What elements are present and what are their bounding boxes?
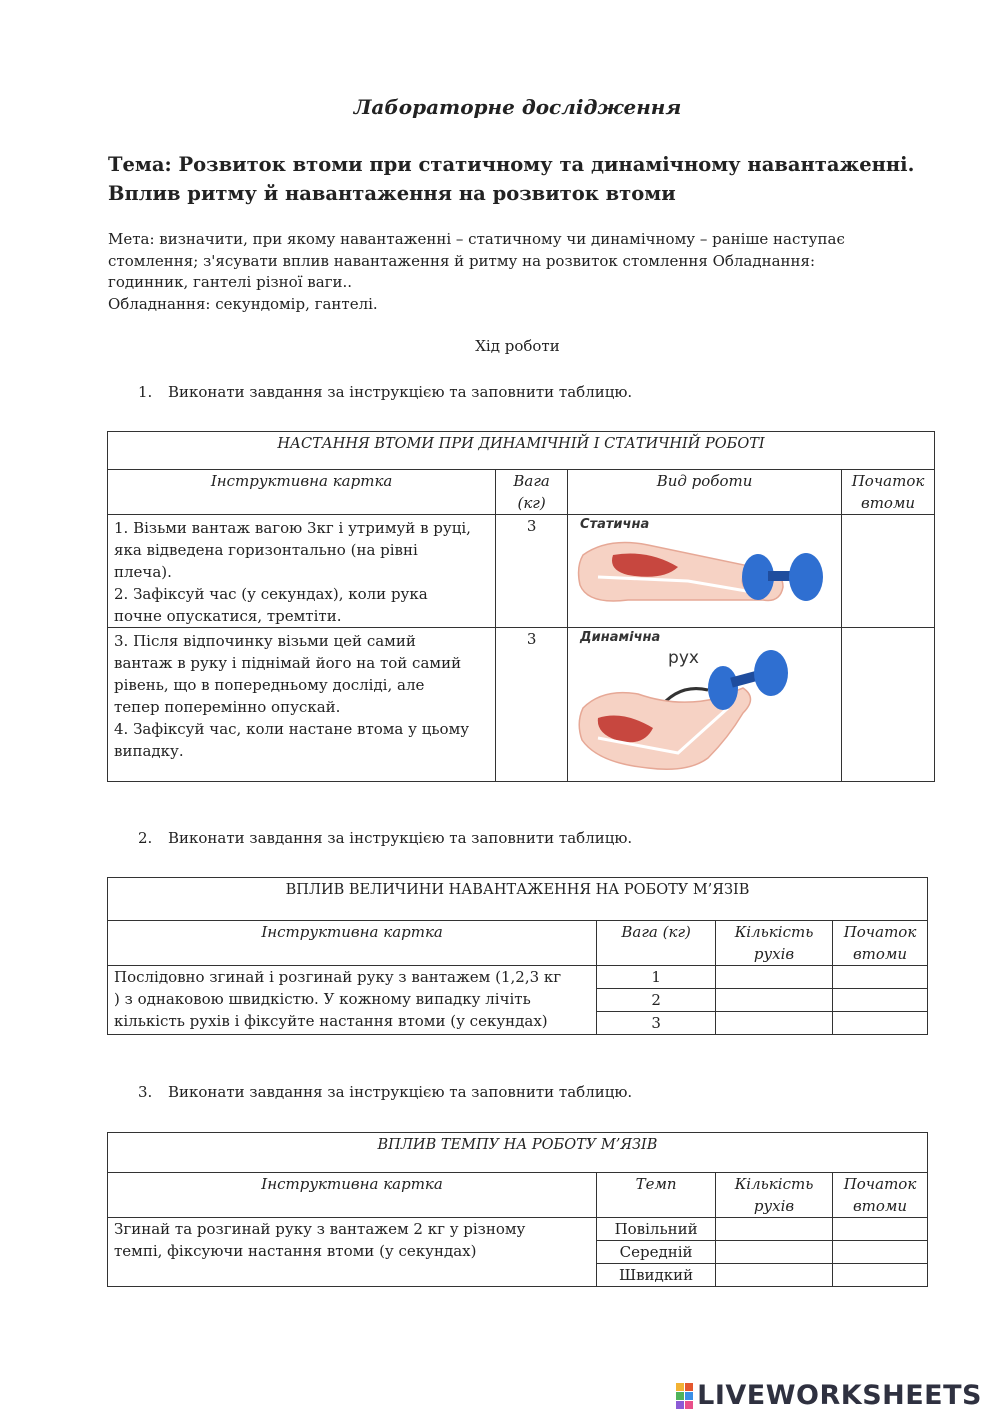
step-1 [138, 383, 632, 401]
logo-mark-icon [676, 1383, 693, 1409]
fatigue-start-cell [842, 628, 935, 782]
topic-line: Тема: Розвиток втоми при статичному та динамічному навантаженні. [108, 153, 915, 176]
table-fatigue-static-dynamic [107, 431, 935, 782]
col-header-weight: Вага (кг) [597, 921, 716, 966]
table-row [108, 628, 935, 782]
step-number: 1. [138, 383, 153, 401]
step-text: Виконати завдання за інструкцією та заповнити таблицю. [168, 1083, 633, 1101]
col-header-moves: Кількість рухів [716, 921, 833, 966]
table-load-effect [107, 877, 928, 1035]
card-cell: 1. Візьми вантаж вагою 3кг і утримуй в руці, яка відведена горизонтально (на рівні плеча). 2. Зафіксуй час (у секундах), коли рука почне опускатися, тремтіти. [108, 515, 496, 628]
table-caption: ВПЛИВ ТЕМПУ НА РОБОТУ М’ЯЗІВ [108, 1133, 928, 1173]
topic-line: Вплив ритму й навантаження на розвиток втоми [108, 182, 676, 205]
col-header-fatigue-start: Початок втоми [833, 1173, 928, 1218]
dynamic-work-figure [568, 628, 842, 782]
weight-cell: 3 [597, 1012, 716, 1035]
static-label: Статична [580, 517, 650, 532]
weight-cell: 3 [496, 515, 568, 628]
dynamic-label: Динамічна [580, 630, 661, 645]
dynamic-arm-illustration [568, 628, 841, 781]
goal-line: Мета: визначити, при якому навантаженні – статичному чи динамічному – раніше наступає [108, 230, 845, 248]
motion-label: рух [668, 648, 699, 668]
moves-cell [716, 1241, 833, 1264]
card-cell: Послідовно згинай і розгинай руку з вантажем (1,2,3 кг ) з однаковою швидкістю. У кожному випадку лічіть кількість рухів і фіксуйте настання втоми (у секундах) [108, 966, 597, 1035]
tempo-cell: Швидкий [597, 1264, 716, 1287]
step-3 [138, 1083, 632, 1101]
moves-cell [716, 1264, 833, 1287]
step-number: 2. [138, 829, 153, 847]
moves-cell [716, 966, 833, 989]
fatigue-start-cell [833, 1241, 928, 1264]
fatigue-start-cell [833, 966, 928, 989]
fatigue-start-cell [833, 1264, 928, 1287]
logo-text: LIVEWORKSHEETS [697, 1380, 982, 1411]
fatigue-start-cell [833, 989, 928, 1012]
col-header-card: Інструктивна картка [108, 921, 597, 966]
step-text: Виконати завдання за інструкцією та заповнити таблицю. [168, 383, 633, 401]
weight-cell: 1 [597, 966, 716, 989]
table-caption: ВПЛИВ ВЕЛИЧИНИ НАВАНТАЖЕННЯ НА РОБОТУ М’ЯЗІВ [108, 878, 928, 921]
moves-cell [716, 989, 833, 1012]
goal-line: годинник, гантелі різної ваги.. [108, 273, 353, 291]
fatigue-start-cell [842, 515, 935, 628]
col-header-tempo: Темп [597, 1173, 716, 1218]
col-header-card: Інструктивна картка [108, 1173, 597, 1218]
table-row [108, 515, 935, 628]
fatigue-start-cell [833, 1012, 928, 1035]
static-work-figure [568, 515, 842, 628]
liveworksheets-logo[interactable] [676, 1380, 982, 1411]
goal-line: стомлення; з'ясувати вплив навантаження й ритму на розвиток стомлення Обладнання: [108, 251, 816, 270]
col-header-weight: Вага (кг) [496, 470, 568, 515]
col-header-work-type: Вид роботи [568, 470, 842, 515]
card-cell: 3. Після відпочинку візьми цей самий вантаж в руку і піднімай його на той самий рівень, що в попередньому досліді, але тепер поперемінно опускай. 4. Зафіксуй час, коли настане втома у цьому випадку. [108, 628, 496, 782]
step-number: 3. [138, 1083, 153, 1101]
col-header-moves: Кількість рухів [716, 1173, 833, 1218]
topic-heading [108, 150, 988, 208]
step-2 [138, 829, 632, 847]
goal-paragraph [108, 229, 928, 315]
weight-cell: 3 [496, 628, 568, 782]
document-title: Лабораторне дослідження [353, 95, 682, 119]
col-header-fatigue-start: Початок втоми [842, 470, 935, 515]
weight-cell: 2 [597, 989, 716, 1012]
col-header-fatigue-start: Початок втоми [833, 921, 928, 966]
col-header-card: Інструктивна картка [108, 470, 496, 515]
table-tempo-effect [107, 1132, 928, 1287]
fatigue-start-cell [833, 1218, 928, 1241]
table-row [108, 966, 928, 989]
table-caption: НАСТАННЯ ВТОМИ ПРИ ДИНАМІЧНІЙ І СТАТИЧНІЙ РОБОТІ [108, 432, 935, 470]
moves-cell [716, 1012, 833, 1035]
tempo-cell: Середній [597, 1241, 716, 1264]
goal-line: Обладнання: секундомір, гантелі. [108, 294, 378, 313]
step-text: Виконати завдання за інструкцією та заповнити таблицю. [168, 829, 633, 847]
card-cell: Згинай та розгинай руку з вантажем 2 кг у різному темпі, фіксуючи настання втоми (у секундах) [108, 1218, 597, 1287]
moves-cell [716, 1218, 833, 1241]
table-row [108, 1218, 928, 1241]
procedure-heading: Хід роботи [475, 337, 560, 355]
tempo-cell: Повільний [597, 1218, 716, 1241]
